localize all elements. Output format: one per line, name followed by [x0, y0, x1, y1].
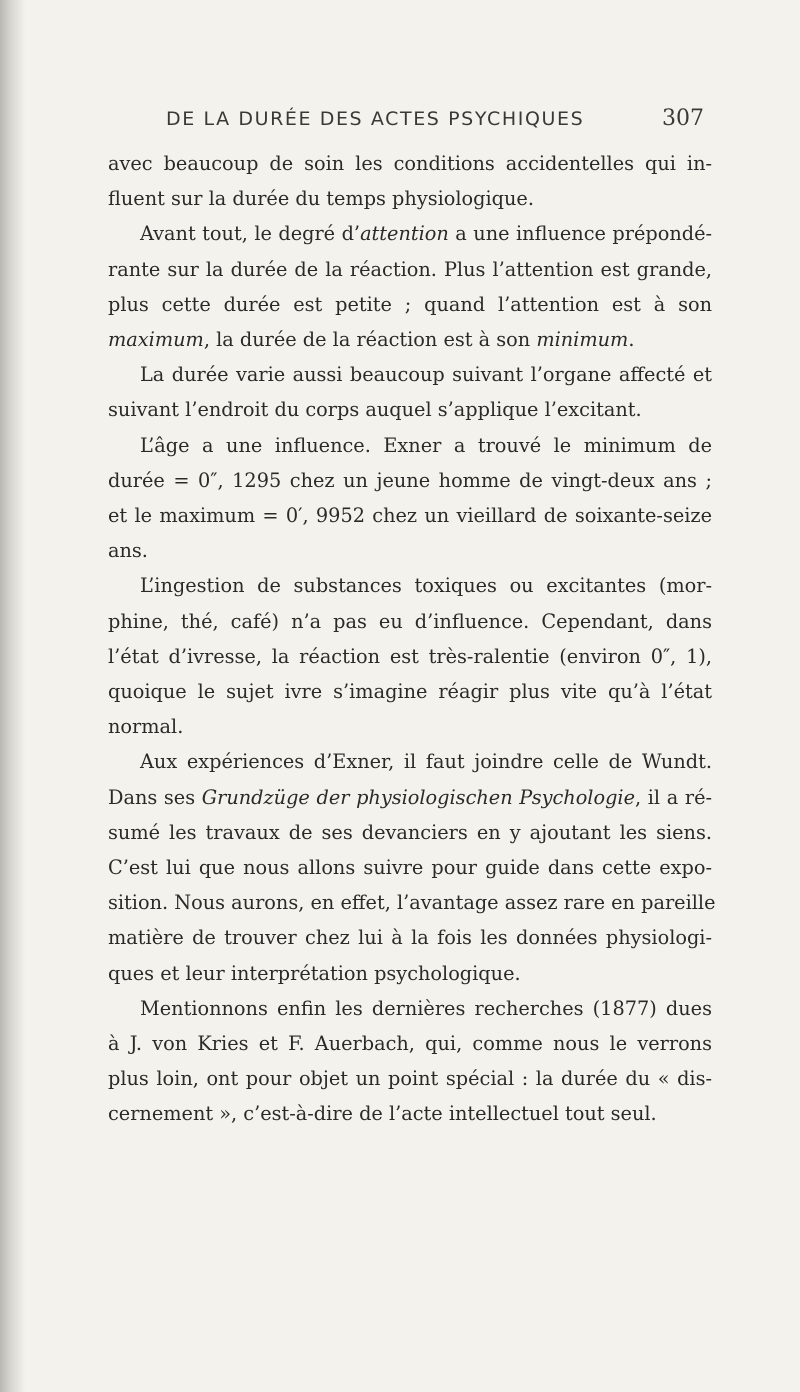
- text-line: L’âge a une influence. Exner a trouvé le minimum de: [140, 433, 712, 457]
- emphasis-minimum: minimum: [536, 328, 629, 352]
- text-line: ques et leur interprétation psychologique.: [108, 961, 521, 985]
- text-line: matière de trouver chez lui à la fois les données physiologi-: [108, 926, 712, 950]
- paragraph-5: [108, 568, 712, 744]
- paragraph-3: [108, 357, 712, 427]
- text-line: maximum, la durée de la réaction est à son minimum.: [108, 328, 635, 352]
- body-text: [108, 146, 716, 1132]
- paragraph-4: [108, 428, 712, 569]
- text-line: C’est lui que nous allons suivre pour guide dans cette expo-: [108, 856, 712, 880]
- book-page: [108, 100, 716, 1132]
- text-line: suivant l’endroit du corps auquel s’applique l’excitant.: [108, 398, 642, 422]
- text-line: quoique le sujet ivre s’imagine réagir plus vite qu’à l’état: [108, 680, 712, 704]
- text-line: Avant tout, le degré d’attention a une influence prépondé-: [140, 222, 713, 246]
- running-header: [108, 100, 712, 140]
- text-line: Aux expériences d’Exner, il faut joindre celle de Wundt.: [140, 750, 712, 774]
- paragraph-7: [108, 991, 712, 1132]
- text-line: plus loin, ont pour objet un point spécial : la durée du « dis-: [108, 1067, 712, 1091]
- text-line: l’état d’ivresse, la réaction est très-ralentie (environ 0″, 1),: [108, 644, 712, 668]
- text-line: ans.: [108, 539, 148, 563]
- text-line: L’ingestion de substances toxiques ou excitantes (mor-: [140, 574, 712, 598]
- text-line: avec beaucoup de soin les conditions accidentelles qui in-: [108, 152, 712, 175]
- paragraph-1: [108, 146, 712, 216]
- text-line: Mentionnons enfin les dernières recherches (1877) dues: [140, 996, 712, 1020]
- book-spine-shadow: [0, 0, 26, 1392]
- text-line: sition. Nous aurons, en effet, l’avantage assez rare en pareille: [108, 891, 716, 915]
- text-line: plus cette durée est petite ; quand l’attention est à son: [108, 292, 712, 316]
- book-title-grundzuge: Grundzüge der physiologischen Psychologie: [201, 785, 636, 809]
- text-line: et le maximum = 0′, 9952 chez un vieillard de soixante-seize: [108, 504, 712, 528]
- text-line: Dans ses Grundzüge der physiologischen Psychologie, il a ré-: [108, 785, 712, 809]
- emphasis-attention: attention: [360, 222, 449, 246]
- paragraph-2: [108, 216, 712, 357]
- text-line: phine, thé, café) n’a pas eu d’influence. Cependant, dans: [108, 609, 712, 633]
- running-title: DE LA DURÉE DES ACTES PSYCHIQUES: [166, 108, 585, 130]
- page-number: 307: [662, 106, 704, 131]
- text-line: à J. von Kries et F. Auerbach, qui, comme nous le verrons: [108, 1032, 712, 1056]
- text-line: cernement », c’est-à-dire de l’acte intellectuel tout seul.: [108, 1102, 657, 1126]
- text-line: fluent sur la durée du temps physiologique.: [108, 187, 534, 211]
- text-line: durée = 0″, 1295 chez un jeune homme de vingt-deux ans ;: [108, 468, 712, 492]
- text-line: sumé les travaux de ses devanciers en y ajoutant les siens.: [108, 820, 712, 844]
- paragraph-6: [108, 744, 716, 990]
- text-line: La durée varie aussi beaucoup suivant l’organe affecté et: [140, 363, 712, 387]
- emphasis-maximum: maximum: [108, 328, 204, 352]
- text-line: rante sur la durée de la réaction. Plus l’attention est grande,: [108, 257, 712, 281]
- text-line: normal.: [108, 715, 184, 739]
